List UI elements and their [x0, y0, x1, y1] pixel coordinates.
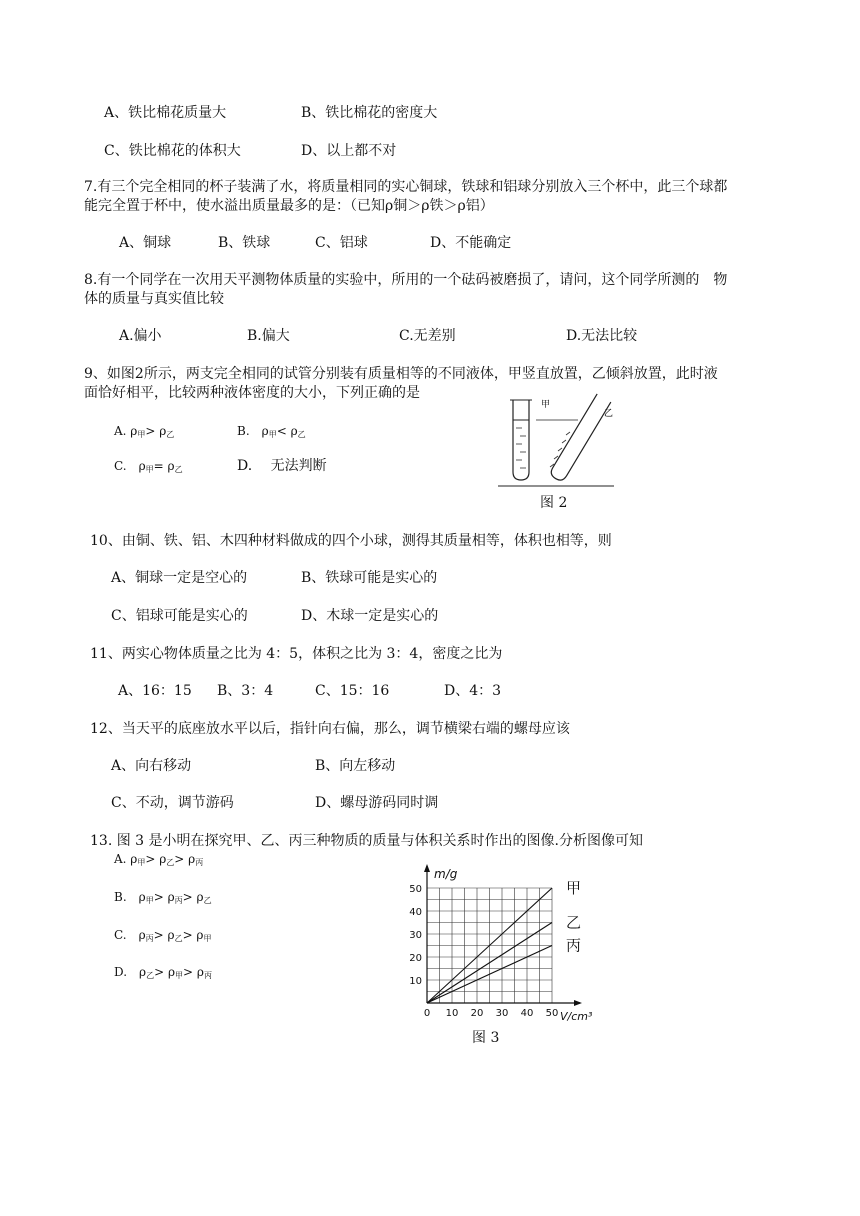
- q6-option-a: A、铁比棉花质量大: [104, 105, 227, 121]
- figure-3-mass-volume-chart: [400, 858, 620, 1028]
- q9-option-d: D. 无法判断: [237, 458, 327, 474]
- q8-option-d: D.无法比较: [566, 328, 638, 344]
- q12-option-a: A、向右移动: [111, 758, 192, 774]
- q7-option-d: D、不能确定: [430, 235, 512, 251]
- figure-2-test-tubes: [496, 390, 616, 490]
- q10-option-d: D、木球一定是实心的: [301, 608, 439, 624]
- q6-option-c: C、铁比棉花的体积大: [104, 143, 241, 159]
- q8-stem-line1: 8.有一个同学在一次用天平测物体质量的实验中，所用的一个砝码被磨损了，请问，这个同学所测的 物: [84, 272, 728, 288]
- q9-option-c: C. $\rho_甲= \rho_乙$: [114, 459, 183, 474]
- y-tick-label: 20: [409, 953, 422, 964]
- x-tick-label: 40: [520, 1008, 534, 1019]
- figure-3-caption: 图 3: [472, 1030, 500, 1046]
- q8-option-a: A.偏小: [119, 328, 162, 344]
- q10-option-b: B、铁球可能是实心的: [301, 570, 438, 586]
- q7-stem-line2: 能完全置于杯中，使水溢出质量最多的是：（已知ρ铜＞ρ铁＞ρ铝）: [84, 198, 494, 214]
- q11-option-b: B、3：4: [217, 683, 274, 699]
- q13-option-b: B. $\rho_甲> \rho_丙> \rho_乙$: [114, 890, 212, 905]
- y-tick-label: 50: [409, 884, 422, 895]
- figure-2-label-yi: 乙: [604, 409, 614, 419]
- x-tick-label: 20: [470, 1008, 484, 1019]
- q7-option-c: C、铝球: [315, 235, 368, 251]
- series-label: 甲: [566, 879, 582, 897]
- q7-option-b: B、铁球: [218, 235, 271, 251]
- x-tick-label: 30: [495, 1008, 509, 1019]
- q6-option-b: B、铁比棉花的密度大: [301, 105, 438, 121]
- q7-stem-line1: 7.有三个完全相同的杯子装满了水，将质量相同的实心铜球，铁球和铝球分别放入三个杯中，此三个球都: [84, 179, 728, 195]
- q11-option-d: D、4：3: [444, 683, 502, 699]
- y-tick-label: 10: [409, 976, 422, 987]
- q12-option-c: C、不动，调节游码: [111, 795, 234, 811]
- q13-option-d: D. $\rho_乙> \rho_甲> \rho_丙$: [114, 965, 212, 980]
- y-tick-label: 30: [409, 930, 422, 941]
- x-axis-label: V/cm³: [560, 1010, 593, 1023]
- q8-stem-line2: 体的质量与真实值比较: [84, 291, 224, 307]
- q8-option-c: C.无差别: [399, 328, 456, 344]
- q8-option-b: B.偏大: [247, 328, 290, 344]
- figure-2-label-jia: 甲: [541, 400, 551, 410]
- y-axis-label: m/g: [434, 867, 458, 881]
- y-tick-label: 40: [409, 907, 422, 918]
- q13-option-c: C. $\rho_丙> \rho_乙> \rho_甲$: [114, 928, 212, 943]
- series-label: 丙: [566, 936, 582, 955]
- x-tick-label: 10: [445, 1008, 459, 1019]
- q6-option-d: D、以上都不对: [301, 143, 397, 159]
- q9-stem-line1: 9、如图2所示，两支完全相同的试管分别装有质量相等的不同液体，甲竖直放置，乙倾斜放置，此时液: [84, 366, 718, 382]
- q11-stem: 11、两实心物体质量之比为 4：5，体积之比为 3：4，密度之比为: [90, 646, 503, 662]
- q11-option-c: C、15：16: [315, 683, 390, 699]
- x-tick-label: 0: [423, 1008, 431, 1019]
- figure-2-caption: 图 2: [540, 495, 568, 511]
- q12-stem: 12、当天平的底座放水平以后，指针向右偏，那么，调节横梁右端的螺母应该: [90, 721, 570, 737]
- series-label: 乙: [566, 913, 582, 932]
- q10-stem: 10、由铜、铁、铝、木四种材料做成的四个小球，测得其质量相等，体积也相等，则: [90, 533, 612, 549]
- y-axis-arrow: [424, 864, 430, 872]
- x-axis-arrow: [574, 1000, 582, 1006]
- q9-option-a: A. $\rho_甲> \rho_乙$: [114, 424, 175, 439]
- q7-option-a: A、铜球: [119, 235, 172, 251]
- q10-option-c: C、铝球可能是实心的: [111, 608, 248, 624]
- q13-option-a: A. $\rho_甲> \rho_乙> \rho_丙$: [114, 852, 204, 867]
- q12-option-d: D、螺母游码同时调: [315, 795, 439, 811]
- q13-stem: 13. 图 3 是小明在探究甲、乙、丙三种物质的质量与体积关系时作出的图像.分析图像可知: [90, 833, 643, 849]
- q10-option-a: A、铜球一定是空心的: [111, 570, 248, 586]
- q9-stem-line2: 面恰好相平，比较两种液体密度的大小，下列正确的是: [84, 385, 420, 401]
- x-tick-label: 50: [545, 1008, 559, 1019]
- q9-option-b: B. $\rho_甲< \rho_乙$: [237, 424, 306, 439]
- chart-labels: [434, 867, 593, 1023]
- q11-option-a: A、16：15: [118, 683, 192, 699]
- q12-option-b: B、向左移动: [315, 758, 396, 774]
